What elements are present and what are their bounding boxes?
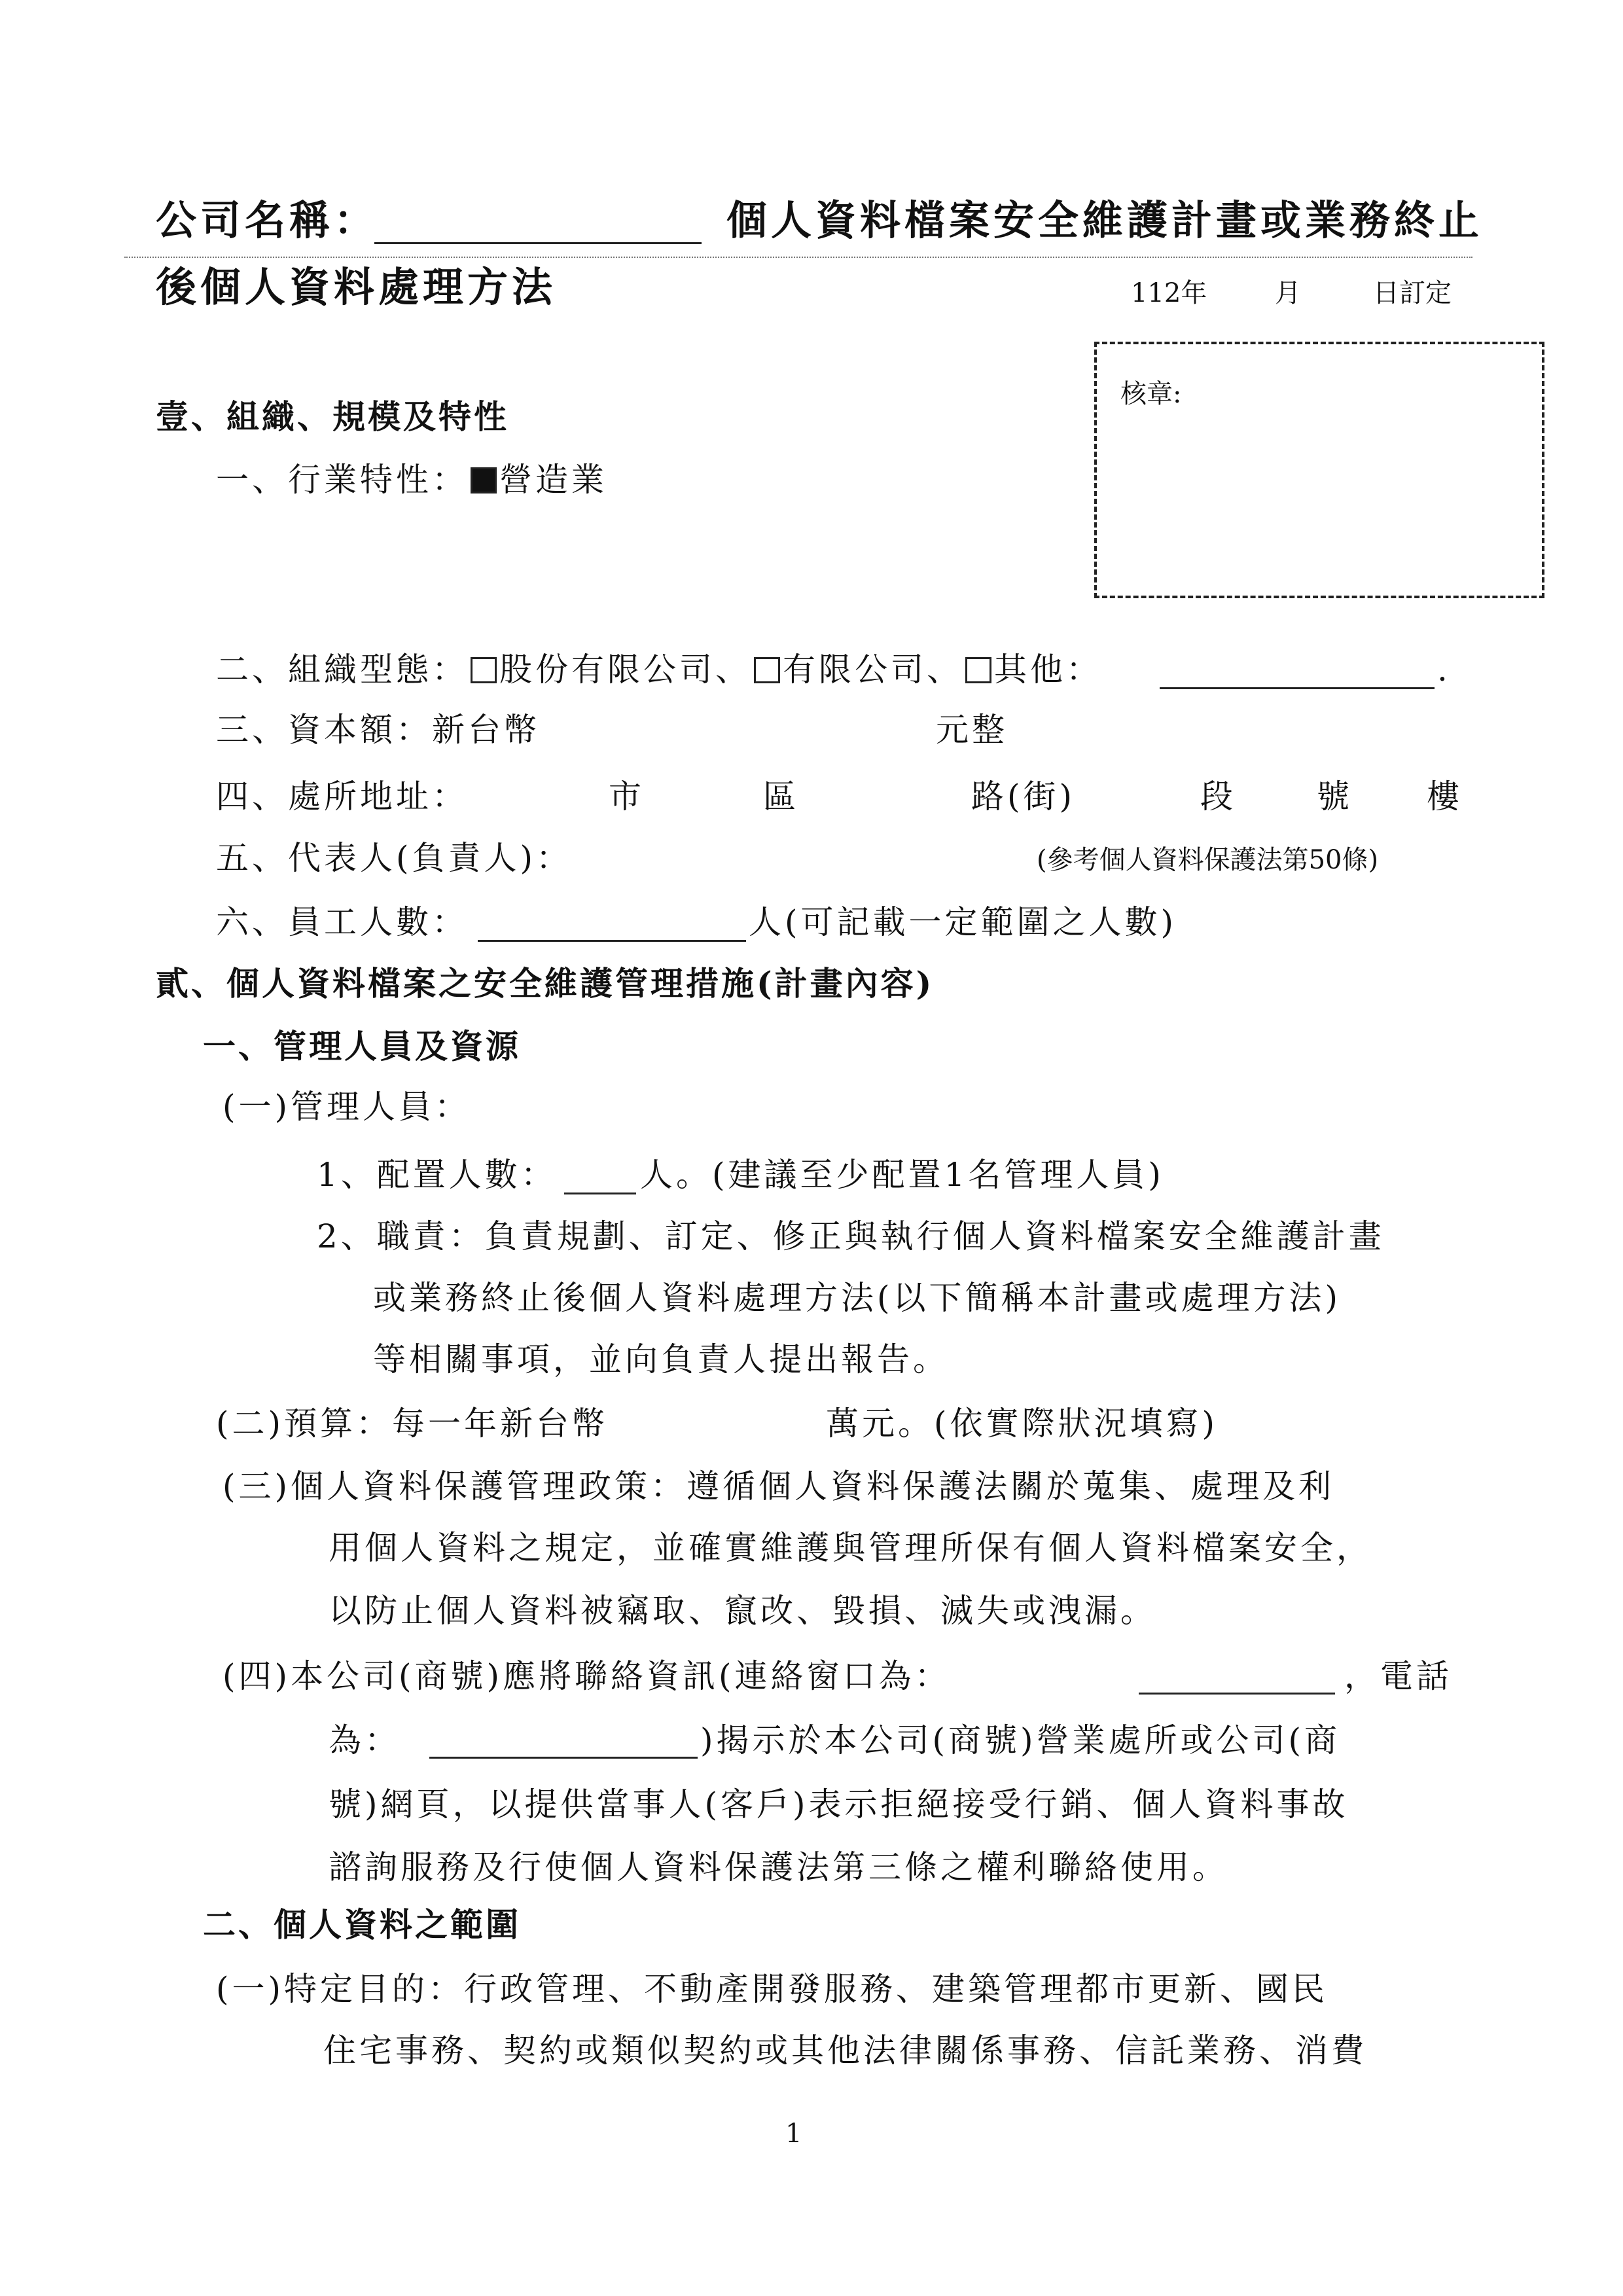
employees-blank[interactable]	[478, 940, 746, 942]
contact-line1: (四)本公司(商號)應將聯絡資訊(連絡窗口為：	[223, 1657, 951, 1695]
policy-line2: 用個人資料之規定，並確實維護與管理所保有個人資料檔案安全，	[329, 1529, 1372, 1567]
stamp-box[interactable]	[1094, 342, 1544, 598]
representative-note: (參考個人資料保護法第50條)	[1037, 845, 1379, 875]
checkbox-corp[interactable]	[471, 657, 497, 683]
purpose-line2: 住宅事務、契約或類似契約或其他法律關係事務、信託業務、消費	[323, 2032, 1367, 2070]
org-type-label: 二、組織型態：	[216, 651, 468, 689]
address-road: 路(街)	[971, 778, 1076, 816]
budget-label: (二)預算：每一年新台幣	[216, 1405, 609, 1443]
duties-line3: 等相關事項，並向負責人提出報告。	[373, 1340, 949, 1378]
address-section: 段	[1200, 778, 1236, 816]
industry-value: 營造業	[499, 461, 607, 499]
date-month: 月	[1275, 278, 1301, 308]
checked-checkbox[interactable]	[471, 467, 497, 493]
managers-label: (一)管理人員：	[223, 1088, 471, 1126]
contact-phone-label: ，電話	[1344, 1657, 1452, 1695]
org-type-opt2: 有限公司、	[783, 651, 963, 689]
managers-count-label: 1、配置人數：	[317, 1156, 557, 1194]
date-year: 112年	[1131, 278, 1207, 308]
capital-label: 三、資本額：新台幣	[216, 711, 540, 749]
representative-label: 五、代表人(負責人)：	[216, 839, 573, 877]
policy-line3: 以防止個人資料被竊取、竄改、毀損、滅失或洩漏。	[329, 1592, 1156, 1630]
org-type-row	[216, 651, 1102, 689]
contact-line3: 號)網頁，以提供當事人(客戶)表示拒絕接受行銷、個人資料事故	[329, 1785, 1349, 1823]
managers-count-blank[interactable]	[564, 1193, 636, 1194]
org-type-opt1: 股份有限公司、	[499, 651, 751, 689]
company-name-blank[interactable]	[374, 242, 702, 244]
managers-count-note: 人。(建議至少配置1名管理人員)	[640, 1156, 1164, 1194]
org-type-end: .	[1437, 651, 1451, 689]
header-divider	[124, 257, 1472, 258]
sub-heading-management: 一、管理人員及資源	[203, 1027, 521, 1066]
contact-line4: 諮詢服務及行使個人資料保護法第三條之權利聯絡使用。	[329, 1848, 1228, 1886]
other-type-blank[interactable]	[1160, 687, 1435, 689]
employees-note: 人(可記載一定範圍之人數)	[749, 903, 1177, 941]
employees-label: 六、員工人數：	[216, 903, 468, 941]
address-label: 四、處所地址：	[216, 778, 468, 816]
address-number: 號	[1317, 778, 1353, 816]
document-title: 個人資料檔案安全維護計畫或業務終止	[726, 196, 1484, 244]
checkbox-other[interactable]	[965, 657, 991, 683]
contact-line2-label: 為：	[329, 1721, 401, 1759]
page-number: 1	[785, 2119, 802, 2149]
industry-row	[216, 461, 607, 499]
sub-heading-scope: 二、個人資料之範圍	[203, 1905, 521, 1944]
address-floor: 樓	[1427, 778, 1463, 816]
section2-heading: 貳、個人資料檔案之安全維護管理措施(計畫內容)	[156, 964, 935, 1003]
address-district: 區	[763, 778, 799, 816]
duties-line2: 或業務終止後個人資料處理方法(以下簡稱本計畫或處理方法)	[373, 1279, 1342, 1317]
section1-heading: 壹、組織、規模及特性	[156, 397, 509, 436]
capital-unit: 元整	[936, 711, 1008, 749]
company-name-label: 公司名稱：	[156, 196, 379, 244]
industry-label: 一、行業特性：	[216, 461, 468, 499]
document-title-line2: 後個人資料處理方法	[156, 263, 557, 311]
address-city: 市	[609, 778, 645, 816]
policy-line1: (三)個人資料保護管理政策：遵循個人資料保護法關於蒐集、處理及利	[223, 1467, 1335, 1505]
checkbox-ltd[interactable]	[754, 657, 780, 683]
contact-window-blank[interactable]	[1139, 1693, 1335, 1695]
purpose-line1: (一)特定目的：行政管理、不動產開發服務、建築管理都市更新、國民	[216, 1970, 1329, 2008]
phone-blank[interactable]	[429, 1757, 698, 1759]
contact-line2-text: )揭示於本公司(商號)營業處所或公司(商	[700, 1721, 1341, 1759]
date-day: 日訂定	[1373, 278, 1452, 308]
org-type-opt3: 其他：	[994, 651, 1102, 689]
stamp-label: 核章:	[1120, 379, 1182, 409]
duties-line1: 2、職責：負責規劃、訂定、修正與執行個人資料檔案安全維護計畫	[317, 1217, 1385, 1255]
budget-note: 萬元。(依實際狀況填寫)	[826, 1405, 1219, 1443]
